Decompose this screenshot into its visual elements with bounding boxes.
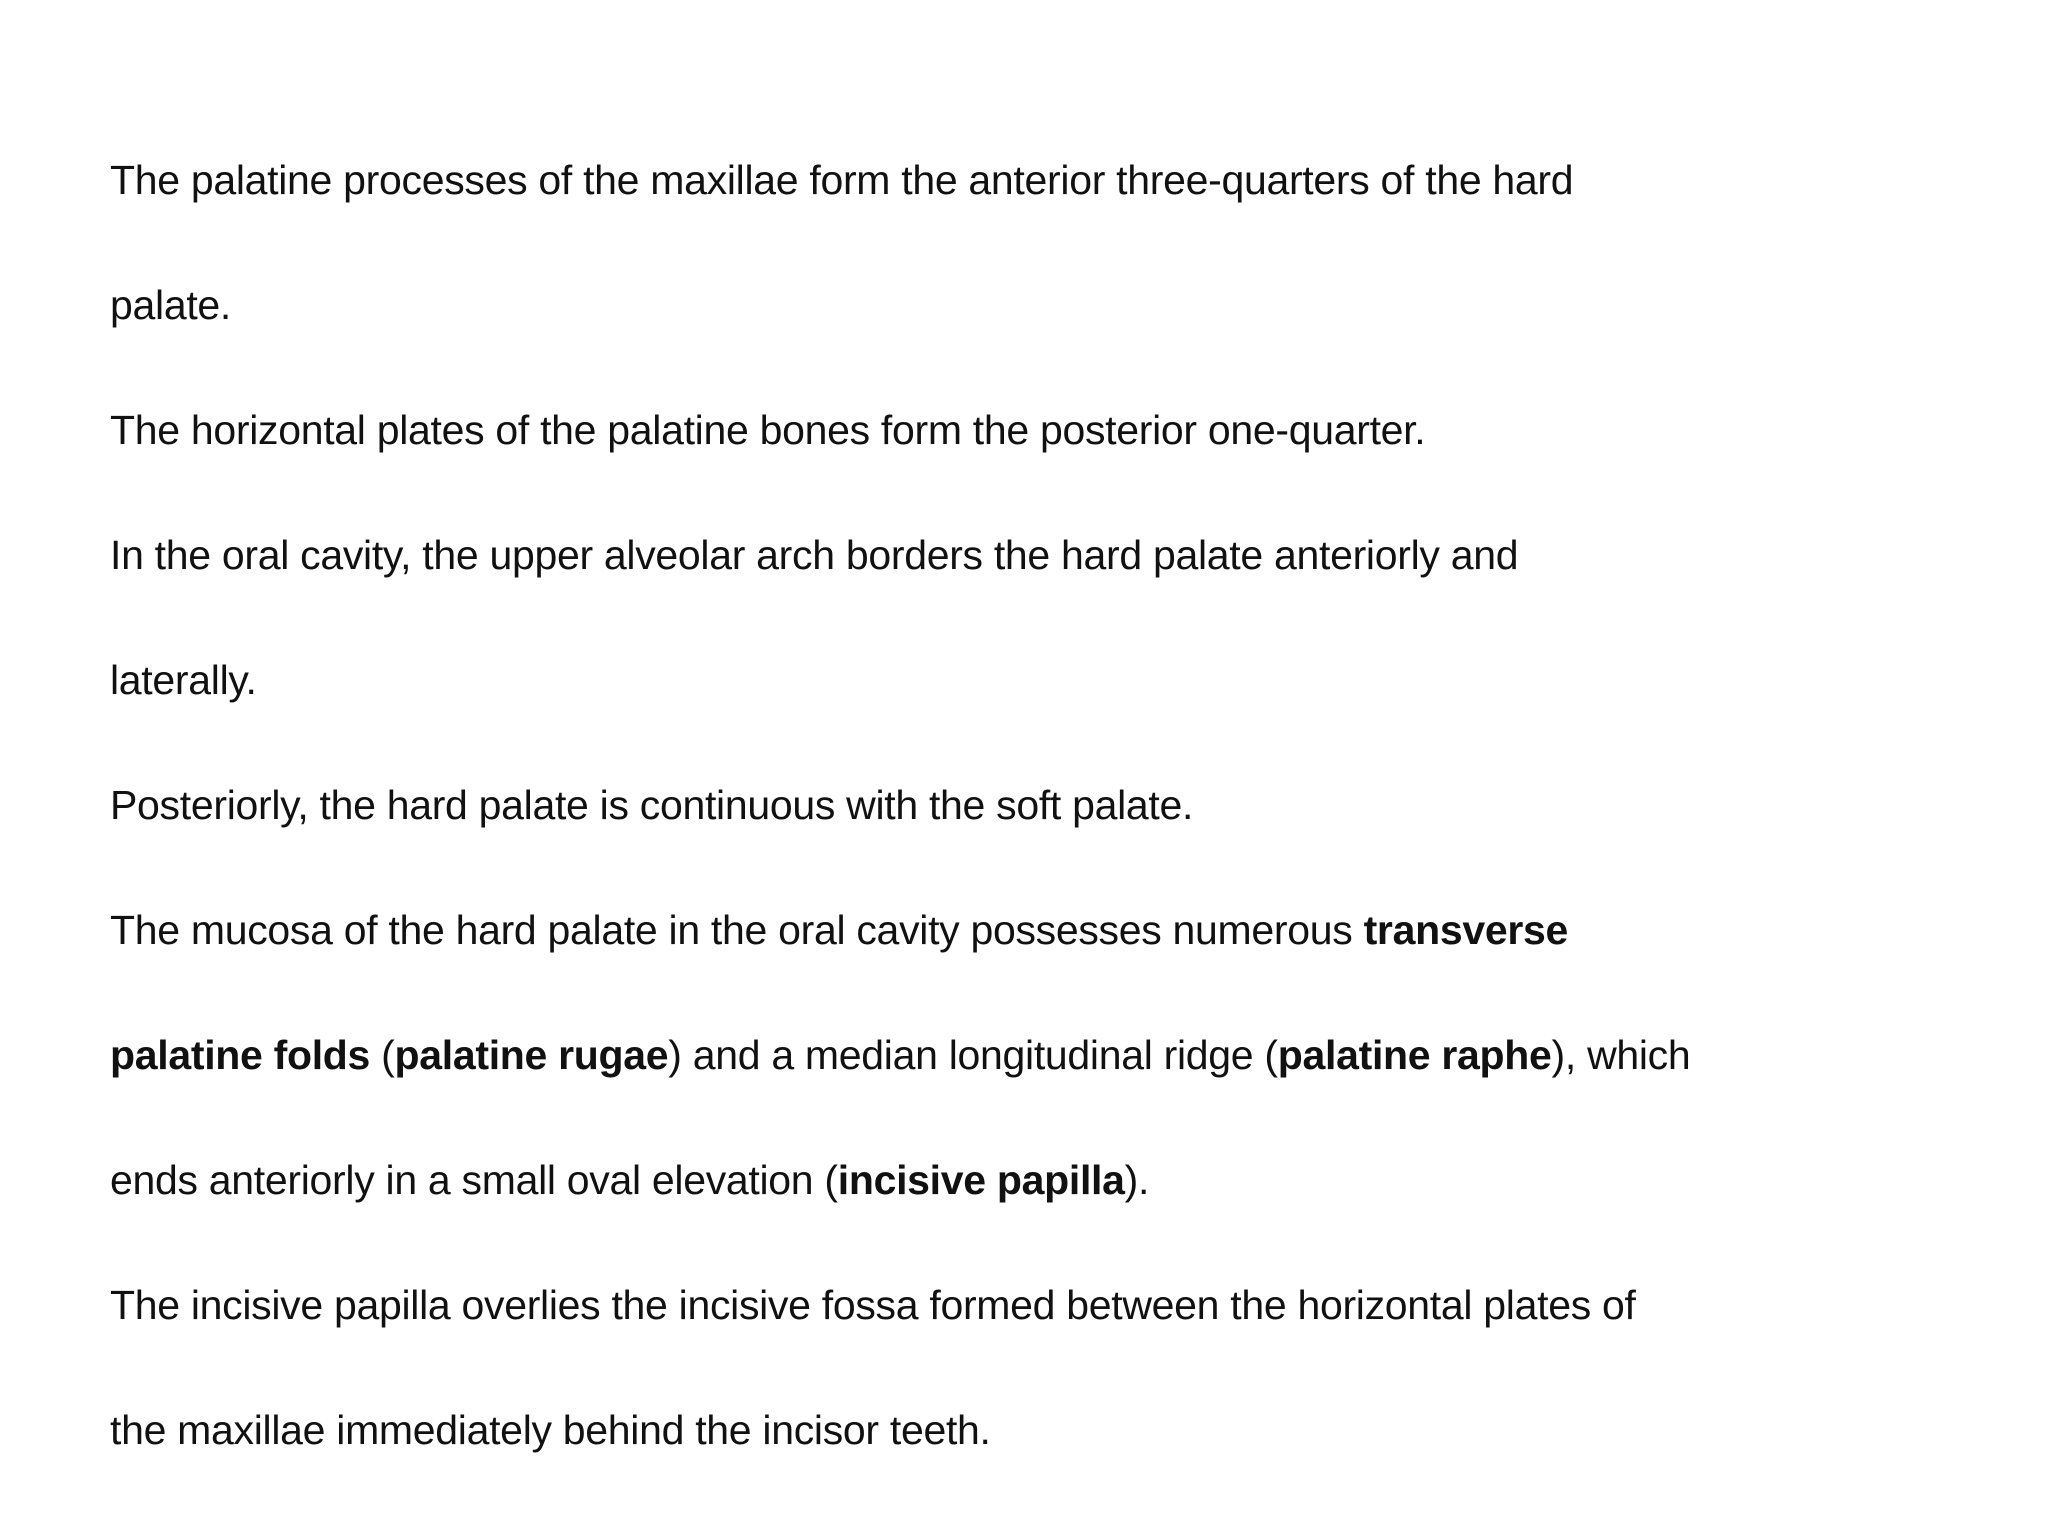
bold-term: palatine rugae [394,1032,669,1078]
text-line [110,118,1990,243]
paragraph-oral-cavity [110,493,1990,743]
paragraph-posteriorly [110,743,1990,868]
paragraph-horizontal-plates [110,368,1990,493]
text-run: The mucosa of the hard palate in the oral cavity possesses numerous [110,907,1364,953]
paragraph-mucosa [110,868,1990,1243]
bold-term: palatine raphe [1277,1032,1552,1078]
text-line [110,868,1990,993]
text-line [110,493,1990,618]
text-run: ends anteriorly in a small oval elevation ( [110,1157,838,1203]
paragraph-palatine-processes [110,118,1990,368]
text-line [110,1368,1990,1493]
text-run: Posteriorly, the hard palate is continuous with the soft palate. [110,782,1194,828]
text-line [110,618,1990,743]
text-line [110,993,1990,1118]
bold-term: transverse [1363,907,1569,953]
text-run: In the oral cavity, the upper alveolar arch borders the hard palate anteriorly and [110,532,1519,578]
bold-term: incisive papilla [837,1157,1125,1203]
text-run: ( [370,1032,395,1078]
text-run: laterally. [110,657,257,703]
text-run: ), which [1551,1032,1691,1078]
text-line [110,743,1990,868]
text-run: The incisive papilla overlies the incisive fossa formed between the horizontal plates of [110,1282,1636,1328]
text-run: the maxillae immediately behind the incisor teeth. [110,1407,991,1453]
text-line [110,243,1990,368]
text-run: palate. [110,282,232,328]
text-run: ) and a median longitudinal ridge ( [668,1032,1278,1078]
text-run: ). [1124,1157,1150,1203]
bold-term: palatine folds [110,1032,371,1078]
text-line [110,1243,1990,1368]
text-run: The palatine processes of the maxillae form the anterior three-quarters of the hard [110,157,1574,203]
text-line [110,368,1990,493]
paragraph-incisive-papilla [110,1243,1990,1493]
text-line [110,1118,1990,1243]
body-text [110,118,1990,1493]
text-run: The horizontal plates of the palatine bones form the posterior one-quarter. [110,407,1426,453]
